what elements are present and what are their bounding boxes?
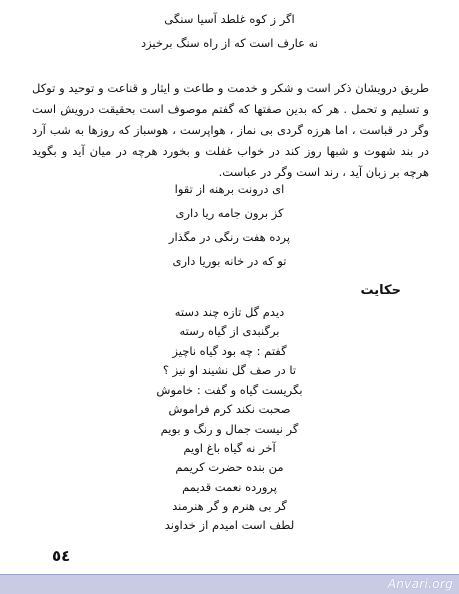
story-verse-line-9: من بنده حضرت کریمم <box>175 460 284 474</box>
story-verse-line-12: لطف است امیدم از خداوند <box>164 518 295 532</box>
story-verse-line-2: برگنبدی از گیاه رسته <box>179 324 280 338</box>
second-verse-line-2: کز برون جامه ریا داری <box>175 206 284 220</box>
story-verse-line-8: آخر نه گیاه باغ اویم <box>183 441 276 455</box>
second-verse-line-3: پرده هفت رنگی در مگذار <box>168 230 291 244</box>
story-verse-line-1: دیدم گل تازه چند دسته <box>174 305 285 319</box>
story-verse-line-5: بگریست گیاه و گفت : خاموش <box>156 383 303 397</box>
second-verse-line-4: تو که در خانه بوریا داری <box>172 254 287 268</box>
story-verse-line-11: گر بی هنرم و گر هنرمند <box>172 499 287 513</box>
story-verse-line-3: گفتم : چه بود گیاه ناچیز <box>172 344 287 358</box>
opening-verse-line-1: اگر ز کوه غلطد آسیا سنگی <box>164 12 295 26</box>
story-verse-line-4: تا در صف گل نشیند او نیز ؟ <box>162 363 297 377</box>
watermark-logo: Anvari.org <box>387 577 453 591</box>
story-verse-line-7: گر نیست جمال و رنگ و بویم <box>160 422 299 436</box>
page-number: ٥٤ <box>52 547 71 565</box>
footer-bar <box>0 574 459 594</box>
story-verse-line-10: پرورده نعمت قدیمم <box>182 480 277 494</box>
story-heading: حکایت <box>360 283 401 298</box>
story-verse-line-6: صحبت نکند کرم فراموش <box>168 402 291 416</box>
opening-verse-line-2: نه عارف است که از راه سنگ برخیزد <box>140 36 319 50</box>
second-verse-line-1: ای درونت برهنه از تقوا <box>174 182 285 196</box>
prose-paragraph: طریق درویشان ذکر است و شکر و خدمت و طاعت و ایثار و قناعت و توحید و توکل و تسلیم و تحمل . هر که بدین صفتها که گفتم موصوف است بحقیقت درویش است وگر در قباست ، اما هرزه گردی بی نماز ، هواپرست ، هوسباز که روزها به شب آرد در بند شهوت و شبها روز کند در خواب غفلت و بخورد هرچه در میان آید و بگوید هرچه بر زبان آید ، رند است وگر در عباست. <box>32 81 429 179</box>
